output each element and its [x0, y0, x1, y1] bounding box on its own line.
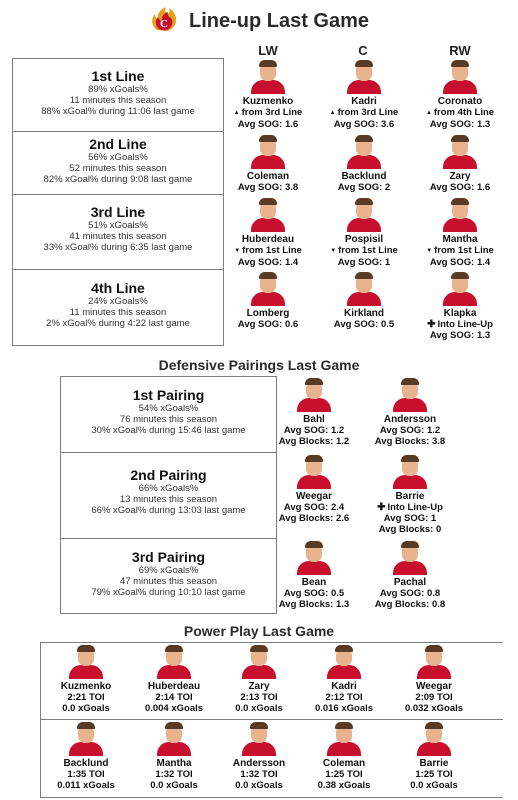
hair	[335, 645, 353, 652]
player-toi: 2:13 TOI	[240, 692, 278, 703]
player-photo	[346, 272, 382, 306]
player-movement-note: ✚ Into Line-Up	[427, 319, 493, 330]
jersey	[347, 155, 381, 169]
hair	[259, 272, 277, 279]
player-photo	[68, 722, 104, 756]
player-blocks: Avg Blocks: 0	[378, 524, 442, 535]
player-photo	[156, 722, 192, 756]
pairing-last-game: 66% xGoal% during 13:03 last game	[91, 505, 246, 516]
line-xgoals: 51% xGoals%	[88, 220, 148, 231]
jersey	[417, 665, 451, 679]
player-card	[264, 541, 364, 610]
hair	[305, 455, 323, 462]
player-card	[410, 135, 510, 193]
player-blocks: Avg Blocks: 0.8	[374, 599, 446, 610]
player-photo	[241, 722, 277, 756]
player-card	[360, 455, 460, 535]
jersey	[393, 398, 427, 412]
player-card	[218, 60, 318, 130]
player-photo	[326, 722, 362, 756]
player-card	[360, 541, 460, 610]
player-photo	[346, 60, 382, 94]
hair	[355, 272, 373, 279]
player-name: Pospisil	[344, 234, 384, 245]
jersey	[297, 475, 331, 489]
player-card	[214, 645, 304, 714]
hair	[451, 272, 469, 279]
hair	[77, 722, 95, 729]
player-photo	[346, 198, 382, 232]
player-blocks: Avg Blocks: 1.3	[278, 599, 350, 610]
player-name: Huberdeau	[147, 681, 201, 692]
player-xgoals: 0.016 xGoals	[314, 703, 374, 714]
player-photo	[416, 722, 452, 756]
line-info	[13, 59, 224, 132]
player-card	[389, 722, 479, 791]
pairing-xgoals: 66% xGoals%	[138, 483, 199, 494]
hair	[77, 645, 95, 652]
player-card	[410, 198, 510, 268]
player-blocks: Avg Blocks: 3.8	[374, 436, 446, 447]
player-movement-note: ▲ from 3rd Line	[329, 107, 399, 118]
player-sog: Avg SOG: 0.5	[283, 588, 345, 599]
player-movement-note: ▼ from 1st Line	[330, 245, 398, 256]
player-name: Coronato	[437, 96, 483, 107]
line-last-game: 88% xGoal% during 11:06 last game	[41, 106, 195, 117]
line-info	[13, 132, 224, 195]
player-photo	[416, 645, 452, 679]
player-name: Zary	[449, 171, 471, 182]
player-card	[299, 645, 389, 714]
player-photo	[156, 645, 192, 679]
player-sog: Avg SOG: 1	[383, 513, 437, 524]
jersey	[327, 742, 361, 756]
hair	[425, 645, 443, 652]
player-card	[314, 272, 414, 330]
player-card	[314, 135, 414, 193]
player-card	[129, 645, 219, 714]
line-last-game: 33% xGoal% during 6:35 last game	[43, 242, 193, 253]
jersey	[347, 218, 381, 232]
player-photo	[296, 541, 332, 575]
jersey	[297, 398, 331, 412]
player-card	[41, 722, 131, 791]
jersey	[443, 218, 477, 232]
hair	[250, 645, 268, 652]
line-last-game: 82% xGoal% during 9:08 last game	[43, 174, 193, 185]
player-toi: 2:21 TOI	[67, 692, 105, 703]
player-xgoals: 0.011 xGoals	[57, 780, 115, 791]
hair	[335, 722, 353, 729]
player-photo	[68, 645, 104, 679]
player-name: Coleman	[322, 758, 366, 769]
arrow-up-icon: ▲	[233, 110, 240, 116]
line-minutes: 41 minutes this season	[69, 231, 167, 242]
hair	[451, 60, 469, 67]
player-card	[214, 722, 304, 791]
player-name: Pachal	[393, 577, 427, 588]
calgary-flames-logo-icon	[149, 6, 179, 32]
player-toi: 1:32 TOI	[155, 769, 193, 780]
player-photo	[296, 455, 332, 489]
line-name: 2nd Line	[89, 136, 147, 152]
player-name: Bahl	[303, 414, 325, 425]
player-card	[264, 378, 364, 447]
player-name: Mantha	[156, 758, 192, 769]
hair	[401, 378, 419, 385]
player-xgoals: 0.0 xGoals	[410, 780, 458, 791]
player-photo	[392, 541, 428, 575]
player-blocks: Avg Blocks: 2.6	[278, 513, 350, 524]
line-info	[13, 195, 224, 270]
player-photo	[250, 198, 286, 232]
pairing-name: 3rd Pairing	[131, 549, 206, 565]
player-stat: Avg SOG: 0.6	[237, 319, 299, 330]
line-xgoals: 56% xGoals%	[88, 152, 148, 163]
hair	[259, 135, 277, 142]
player-card	[41, 645, 131, 714]
player-photo	[442, 198, 478, 232]
pairing-info	[61, 453, 277, 539]
defense-section-title: Defensive Pairings Last Game	[158, 357, 360, 373]
player-name: Kadri	[331, 681, 357, 692]
pairing-minutes: 13 minutes this season	[119, 494, 218, 505]
jersey	[393, 561, 427, 575]
player-movement-note: ▼ from 1st Line	[426, 245, 494, 256]
line-name: 3rd Line	[90, 204, 146, 220]
jersey	[347, 80, 381, 94]
player-name: Andersson	[383, 414, 437, 425]
player-stat: Avg SOG: 3.6	[333, 119, 395, 130]
hair	[355, 135, 373, 142]
player-name: Klapka	[443, 308, 477, 319]
player-photo	[241, 645, 277, 679]
jersey	[443, 292, 477, 306]
player-toi: 1:35 TOI	[67, 769, 105, 780]
player-photo	[442, 135, 478, 169]
player-card	[218, 198, 318, 268]
player-photo	[392, 378, 428, 412]
player-movement-note: ▲ from 3rd Line	[233, 107, 303, 118]
player-xgoals: 0.0 xGoals	[62, 703, 110, 714]
player-name: Zary	[248, 681, 270, 692]
player-stat: Avg SOG: 0.5	[333, 319, 395, 330]
hair	[165, 645, 183, 652]
player-card	[389, 645, 479, 714]
player-stat: Avg SOG: 3.8	[237, 182, 299, 193]
pairing-last-game: 79% xGoal% during 10:10 last game	[91, 587, 246, 598]
hair	[355, 198, 373, 205]
arrow-down-icon: ▼	[330, 248, 337, 254]
arrow-up-icon: ▲	[425, 110, 432, 116]
jersey	[251, 155, 285, 169]
player-name: Backlund	[341, 171, 387, 182]
jersey	[393, 475, 427, 489]
line-minutes: 52 minutes this season	[69, 163, 167, 174]
player-xgoals: 0.004 xGoals	[144, 703, 204, 714]
player-stat: Avg SOG: 1.4	[237, 257, 299, 268]
line-last-game: 2% xGoal% during 4:22 last game	[46, 318, 190, 329]
player-toi: 1:25 TOI	[325, 769, 363, 780]
svg-text:C: C	[160, 18, 168, 30]
player-name: Mantha	[442, 234, 478, 245]
player-name: Huberdeau	[241, 234, 295, 245]
player-photo	[250, 60, 286, 94]
player-name: Barrie	[395, 491, 425, 502]
jersey	[242, 742, 276, 756]
player-movement-note: ✚ Into Line-Up	[377, 502, 443, 513]
player-toi: 2:14 TOI	[155, 692, 193, 703]
line-info	[13, 270, 224, 346]
player-photo	[442, 272, 478, 306]
player-stat: Avg SOG: 1.6	[429, 182, 491, 193]
pairing-minutes: 47 minutes this season	[119, 576, 218, 587]
player-photo	[326, 645, 362, 679]
jersey	[251, 80, 285, 94]
pairing-xgoals: 69% xGoals%	[138, 565, 199, 576]
jersey	[327, 665, 361, 679]
player-photo	[346, 135, 382, 169]
player-photo	[250, 272, 286, 306]
player-name: Kuzmenko	[242, 96, 294, 107]
hair	[165, 722, 183, 729]
player-stat: Avg SOG: 1.4	[429, 257, 491, 268]
player-name: Barrie	[419, 758, 449, 769]
player-name: Kuzmenko	[60, 681, 112, 692]
line-xgoals: 89% xGoals%	[88, 84, 148, 95]
player-xgoals: 0.0 xGoals	[235, 780, 283, 791]
jersey	[251, 218, 285, 232]
player-name: Coleman	[246, 171, 290, 182]
player-name: Lomberg	[246, 308, 290, 319]
player-toi: 2:12 TOI	[325, 692, 363, 703]
player-photo	[392, 455, 428, 489]
jersey	[347, 292, 381, 306]
player-stat: Avg SOG: 1.3	[429, 119, 491, 130]
jersey	[69, 742, 103, 756]
jersey	[157, 742, 191, 756]
column-header-rw: RW	[449, 43, 471, 58]
arrow-down-icon: ▼	[426, 248, 433, 254]
jersey	[69, 665, 103, 679]
hair	[250, 722, 268, 729]
hair	[305, 378, 323, 385]
player-card	[218, 272, 318, 330]
player-movement-note: ▼ from 1st Line	[234, 245, 302, 256]
player-name: Backlund	[63, 758, 109, 769]
hair	[305, 541, 323, 548]
player-name: Bean	[301, 577, 327, 588]
player-toi: 1:32 TOI	[240, 769, 278, 780]
jersey	[443, 80, 477, 94]
hair	[355, 60, 373, 67]
pairing-info	[61, 377, 277, 453]
plus-icon: ✚	[377, 502, 386, 513]
player-card	[129, 722, 219, 791]
player-name: Weegar	[296, 491, 332, 502]
jersey	[297, 561, 331, 575]
title-text: Line-up Last Game	[188, 10, 370, 32]
plus-icon: ✚	[427, 319, 436, 330]
player-card	[410, 60, 510, 130]
player-toi: 2:09 TOI	[415, 692, 453, 703]
hair	[401, 541, 419, 548]
jersey	[417, 742, 451, 756]
pairing-name: 2nd Pairing	[130, 467, 207, 483]
player-stat: Avg SOG: 1	[337, 257, 391, 268]
player-stat: Avg SOG: 1.3	[429, 330, 491, 341]
pairing-minutes: 76 minutes this season	[119, 414, 218, 425]
player-xgoals: 0.0 xGoals	[150, 780, 198, 791]
player-xgoals: 0.0 xGoals	[235, 703, 283, 714]
player-name: Kadri	[351, 96, 377, 107]
line-name: 4th Line	[91, 280, 145, 296]
player-sog: Avg SOG: 1.2	[379, 425, 441, 436]
pairing-xgoals: 54% xGoals%	[138, 403, 199, 414]
line-name: 1st Line	[91, 68, 145, 84]
player-photo	[250, 135, 286, 169]
column-header-lw: LW	[258, 43, 278, 58]
player-blocks: Avg Blocks: 1.2	[278, 436, 350, 447]
player-sog: Avg SOG: 1.2	[283, 425, 345, 436]
jersey	[157, 665, 191, 679]
column-header-c: C	[358, 43, 368, 58]
player-card	[299, 722, 389, 791]
player-sog: Avg SOG: 0.8	[379, 588, 441, 599]
jersey	[242, 665, 276, 679]
pairing-name: 1st Pairing	[132, 387, 205, 403]
hair	[451, 135, 469, 142]
hair	[259, 198, 277, 205]
pairing-last-game: 30% xGoal% during 15:46 last game	[91, 425, 246, 436]
player-photo	[442, 60, 478, 94]
powerplay-section-title: Power Play Last Game	[183, 623, 335, 639]
line-minutes: 11 minutes this season	[69, 307, 167, 318]
player-photo	[296, 378, 332, 412]
player-sog: Avg SOG: 2.4	[283, 502, 345, 513]
line-minutes: 11 minutes this season	[69, 95, 167, 106]
line-xgoals: 24% xGoals%	[88, 296, 148, 307]
player-card	[410, 272, 510, 341]
player-stat: Avg SOG: 1.6	[237, 119, 299, 130]
player-card	[314, 60, 414, 130]
pairing-info	[61, 539, 277, 614]
player-card	[218, 135, 318, 193]
hair	[451, 198, 469, 205]
arrow-down-icon: ▼	[234, 248, 241, 254]
player-stat: Avg SOG: 2	[337, 182, 391, 193]
arrow-up-icon: ▲	[329, 110, 336, 116]
hair	[401, 455, 419, 462]
player-name: Andersson	[232, 758, 286, 769]
hair	[259, 60, 277, 67]
player-toi: 1:25 TOI	[415, 769, 453, 780]
jersey	[443, 155, 477, 169]
player-movement-note: ▲ from 4th Line	[425, 107, 495, 118]
jersey	[251, 292, 285, 306]
player-xgoals: 0.38 xGoals	[317, 780, 371, 791]
player-name: Kirkland	[343, 308, 384, 319]
player-card	[360, 378, 460, 447]
page-title	[0, 6, 518, 33]
player-xgoals: 0.032 xGoals	[404, 703, 464, 714]
hair	[425, 722, 443, 729]
player-name: Weegar	[416, 681, 452, 692]
player-card	[314, 198, 414, 268]
player-card	[264, 455, 364, 524]
